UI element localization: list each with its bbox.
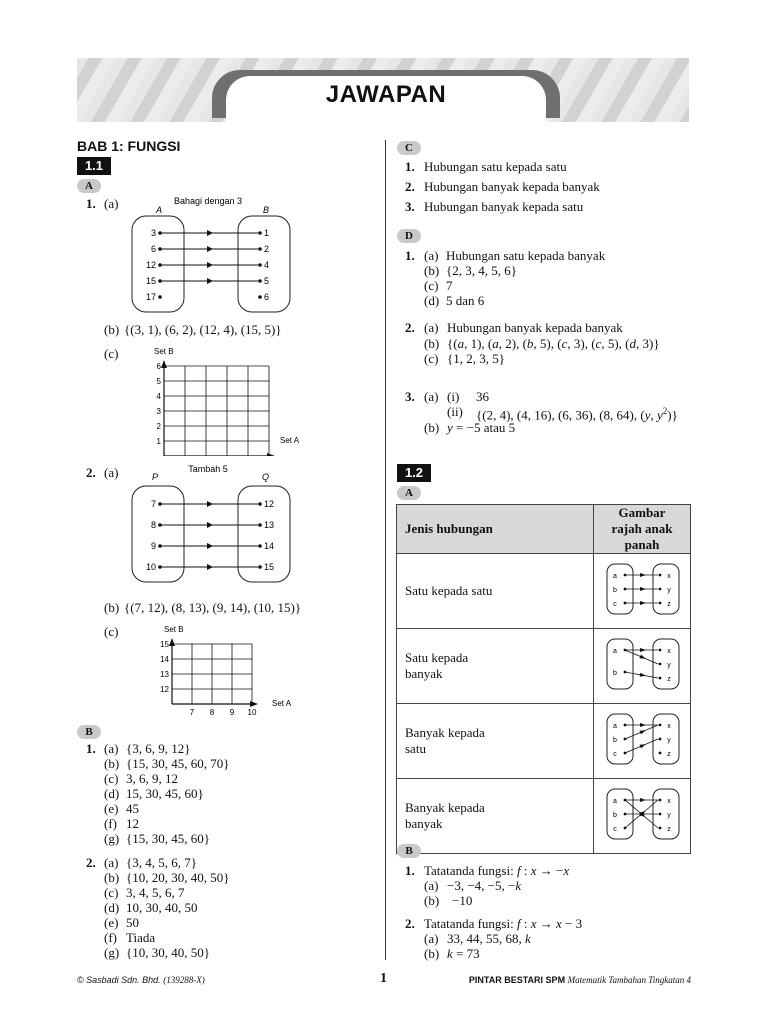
column-header: Gambar rajah anak panah	[594, 505, 691, 554]
arrow-head	[207, 278, 213, 284]
element-dot	[258, 502, 262, 506]
element-dot	[258, 247, 262, 251]
domain-element: b	[613, 587, 617, 594]
codomain-element: 12	[264, 499, 275, 509]
list-item-label: (e)	[104, 915, 119, 930]
relation-diagram	[597, 636, 687, 692]
list-item	[104, 885, 185, 900]
list-item	[104, 801, 139, 816]
arrow-head	[207, 543, 213, 549]
ordered-pairs: {(a, 1), (a, 2), (b, 5), (c, 3), (c, 5), (d, 3)}	[447, 336, 660, 351]
arrow-diagram-cell	[594, 779, 691, 854]
domain-element: 9	[150, 541, 156, 551]
axis-arrow	[161, 360, 167, 368]
answer-text: 36	[476, 389, 489, 404]
element-dot	[659, 649, 662, 652]
codomain-element: z	[667, 601, 671, 608]
codomain-oval	[653, 714, 679, 764]
arrow-head	[640, 723, 646, 727]
list-item	[104, 741, 190, 756]
list-item-label: (g)	[104, 945, 120, 960]
codomain-element: 4	[264, 260, 270, 270]
domain-element: b	[613, 812, 617, 819]
list-item-text: 3, 6, 9, 12	[126, 771, 178, 786]
element-dot	[258, 544, 262, 548]
grid-x-label: Set A	[272, 699, 292, 708]
arrow-diagram-cell	[594, 554, 691, 629]
footer-book-title: PINTAR BESTARI SPM Matematik Tambahan Tingkatan 4	[468, 975, 691, 985]
element-dot	[659, 574, 662, 577]
list-item-label: (a)	[424, 248, 439, 263]
part-label: (c)	[104, 346, 119, 361]
answer-text: k = 73	[447, 946, 480, 961]
element-dot	[659, 724, 662, 727]
codomain-oval	[653, 639, 679, 689]
codomain-element: z	[667, 826, 671, 833]
part-label: (b)	[424, 946, 440, 961]
list-item-label: (b)	[424, 263, 440, 278]
relation-diagram	[597, 561, 687, 617]
list-item-label: (d)	[104, 786, 120, 801]
list-item-text: 45	[126, 801, 139, 816]
arrow-head	[639, 744, 645, 748]
relation-name: Satu kepada satu	[397, 554, 594, 629]
codomain-element: 5	[264, 276, 270, 286]
element-dot	[659, 827, 662, 830]
list-item-label: (d)	[104, 900, 120, 915]
arrow-head	[640, 673, 646, 677]
list-item-label: (b)	[104, 756, 120, 771]
domain-element: c	[613, 826, 617, 833]
list-item	[104, 870, 229, 885]
list-item-text: Hubungan satu kepada banyak	[446, 248, 606, 263]
part-label: (a)	[104, 196, 119, 211]
list-item	[424, 248, 605, 263]
answer-text: −3, −4, −5, −k	[447, 878, 522, 893]
list-item-label: 2.	[405, 179, 415, 194]
set-label: B	[263, 205, 270, 215]
codomain-element: x	[667, 573, 671, 580]
codomain-element: y	[667, 812, 671, 819]
grid-tick-label: 6	[156, 362, 161, 371]
list-item-text: {10, 20, 30, 40, 50}	[126, 870, 230, 885]
relation-diagram	[597, 786, 687, 842]
diagram-title: Tambah 5	[188, 464, 228, 474]
arrow-diagram-cell	[594, 704, 691, 779]
codomain-element: 1	[264, 228, 270, 238]
list-item	[405, 199, 583, 214]
arrow-head	[207, 230, 213, 236]
list-item-label: (f)	[104, 816, 117, 831]
grid-tick-label: 12	[160, 685, 169, 694]
function-notation: Tatatanda fungsi: f : x → −x	[424, 863, 570, 878]
element-dot	[258, 263, 262, 267]
grid-x-label: Set A	[280, 436, 300, 445]
list-item-text: {10, 30, 40, 50}	[126, 945, 210, 960]
list-item-text: 50	[126, 915, 139, 930]
domain-element: 6	[150, 244, 156, 254]
list-item	[104, 945, 210, 960]
codomain-element: 15	[264, 562, 275, 572]
list-item-text: {15, 30, 45, 60, 70}	[126, 756, 230, 771]
arrow-head	[207, 246, 213, 252]
codomain-element: y	[667, 662, 671, 669]
domain-element: a	[613, 573, 617, 580]
codomain-element: x	[667, 798, 671, 805]
grid-tick-label: 3	[156, 407, 161, 416]
domain-element: 8	[150, 520, 156, 530]
list-item-label: (g)	[104, 831, 120, 846]
list-item	[104, 831, 210, 846]
codomain-element: 2	[264, 244, 270, 254]
arrow-head	[207, 522, 213, 528]
domain-element: 3	[150, 228, 156, 238]
arrow-head	[207, 501, 213, 507]
list-item-text: {3, 4, 5, 6, 7}	[126, 855, 197, 870]
relation-types-table	[396, 504, 691, 854]
question-number: 2.	[86, 465, 96, 480]
question-number: 1.	[86, 196, 96, 211]
question-number: 1.	[405, 248, 415, 263]
grid-tick-label: 7	[189, 708, 195, 717]
arrow-head	[640, 601, 646, 605]
part-label: (a)	[424, 878, 439, 893]
answer-text: y = −5 atau 5	[447, 420, 516, 435]
arrow-head	[640, 798, 646, 802]
part-label: (a)	[424, 320, 439, 335]
part-label: (a)	[424, 389, 439, 404]
grid-tick-label: 8	[209, 708, 215, 717]
grid-tick-label: 4	[156, 392, 161, 401]
list-item	[424, 263, 517, 278]
arrow-head	[207, 564, 213, 570]
list-item	[424, 278, 453, 293]
arrow-head	[640, 587, 646, 591]
list-item-text: 12	[126, 816, 139, 831]
part-label: (b)	[104, 322, 120, 337]
part-label: (ii)	[447, 404, 463, 419]
element-dot	[659, 738, 662, 741]
element-dot	[659, 602, 662, 605]
relation-name: Banyak kepada banyak	[397, 779, 594, 854]
domain-element: c	[613, 751, 617, 758]
set-label: P	[152, 472, 159, 482]
subsection-badge-b: B	[77, 725, 101, 739]
subsection-badge-d: D	[397, 229, 421, 243]
list-item	[104, 915, 139, 930]
domain-element: 12	[145, 260, 156, 270]
arrow-diagram-q1	[128, 192, 298, 316]
codomain-element: 13	[264, 520, 275, 530]
axis-arrow	[250, 701, 258, 707]
domain-oval	[607, 714, 633, 764]
codomain-element: 14	[264, 541, 275, 551]
list-item-text: Hubungan banyak kepada banyak	[424, 179, 600, 194]
codomain-element: z	[667, 751, 671, 758]
ordered-pairs: {(3, 1), (6, 2), (12, 4), (15, 5)}	[124, 322, 282, 337]
part-label: (c)	[104, 624, 119, 639]
element-dot	[258, 523, 262, 527]
list-item-text: 10, 30, 40, 50	[126, 900, 198, 915]
element-dot	[158, 295, 162, 299]
domain-oval	[607, 639, 633, 689]
answer-text: −10	[452, 893, 473, 908]
element-dot	[659, 813, 662, 816]
subsection-badge-a: A	[77, 179, 101, 193]
element-dot	[659, 677, 662, 680]
element-dot	[258, 231, 262, 235]
footer-copyright: © Sasbadi Sdn. Bhd. (139288-X)	[77, 975, 205, 985]
column-header: Jenis hubungan	[397, 505, 594, 554]
grid-diagram-q1	[140, 344, 310, 456]
list-item	[104, 930, 155, 945]
element-dot	[659, 752, 662, 755]
grid-tick-label: 9	[229, 708, 235, 717]
list-item-label: 1.	[405, 159, 415, 174]
list-item	[405, 159, 567, 174]
subsection-badge-a2: A	[397, 486, 421, 500]
question-number: 2.	[405, 320, 415, 335]
table-header-row	[397, 505, 691, 554]
relation-name: Satu kepada banyak	[397, 629, 594, 704]
list-item-label: (c)	[104, 885, 119, 900]
list-item-text: {2, 3, 4, 5, 6}	[446, 263, 517, 278]
domain-oval	[132, 486, 184, 582]
element-dot	[258, 295, 262, 299]
subsection-badge-c: C	[397, 141, 421, 155]
list-item	[104, 771, 178, 786]
list-item	[104, 816, 139, 831]
list-item	[104, 855, 197, 870]
codomain-element: z	[667, 676, 671, 683]
set-label: Q	[262, 472, 270, 482]
relation-name: Banyak kepada satu	[397, 704, 594, 779]
list-item-label: (d)	[424, 293, 440, 308]
part-label: (i)	[447, 389, 460, 404]
domain-element: a	[613, 723, 617, 730]
domain-element: b	[613, 737, 617, 744]
table-row	[397, 779, 691, 854]
ordered-pairs: {(7, 12), (8, 13), (9, 14), (10, 15)}	[124, 600, 302, 615]
grid-tick-label: 13	[160, 670, 169, 679]
list-item-label: (b)	[104, 870, 120, 885]
codomain-element: y	[667, 737, 671, 744]
codomain-element: x	[667, 723, 671, 730]
domain-oval	[132, 216, 184, 312]
grid-y-label: Set B	[154, 347, 174, 356]
domain-element: b	[613, 670, 617, 677]
table-row	[397, 704, 691, 779]
relation-diagram	[597, 711, 687, 767]
domain-element: a	[613, 648, 617, 655]
column-divider	[385, 140, 386, 960]
list-item-text: 3, 4, 5, 6, 7	[126, 885, 185, 900]
arrow-diagram-cell	[594, 629, 691, 704]
part-label: (b)	[424, 420, 440, 435]
arrow-diagram-q2	[128, 462, 298, 586]
list-item-text: 7	[446, 278, 453, 293]
grid-tick-label: 10	[247, 708, 257, 717]
domain-element: 7	[150, 499, 156, 509]
arrow-head	[640, 648, 646, 652]
list-item-text: Hubungan satu kepada satu	[424, 159, 567, 174]
set-label: A	[156, 205, 163, 215]
section-badge-1-1: 1.1	[77, 157, 111, 175]
list-item-text: Hubungan banyak kepada satu	[424, 199, 584, 214]
list-item-label: (c)	[424, 278, 439, 293]
list-item-label: (c)	[104, 771, 119, 786]
list-item-label: (e)	[104, 801, 119, 816]
axis-arrow	[169, 638, 175, 646]
grid-tick-label: 2	[156, 422, 161, 431]
list-item-text: 15, 30, 45, 60}	[126, 786, 204, 801]
question-number: 2.	[405, 916, 415, 931]
list-item-label: 3.	[405, 199, 415, 214]
part-label: (a)	[424, 931, 439, 946]
list-item-text: {3, 6, 9, 12}	[126, 741, 191, 756]
list-item	[104, 756, 229, 771]
list-item	[405, 179, 600, 194]
domain-element: 10	[145, 562, 156, 572]
codomain-element: y	[667, 587, 671, 594]
chapter-title: BAB 1: FUNGSI	[77, 138, 181, 154]
grid-diagram-q2	[150, 622, 310, 718]
diagram-title: Bahagi dengan 3	[173, 196, 243, 206]
grid-tick-label: 5	[156, 377, 161, 386]
part-label: (c)	[424, 351, 439, 366]
arrow-head	[639, 730, 645, 734]
list-item-text: 5 dan 6	[446, 293, 485, 308]
question-number: 1.	[405, 863, 415, 878]
subsection-badge-b2: B	[397, 844, 421, 858]
codomain-element: x	[667, 648, 671, 655]
arrow-head	[640, 573, 646, 577]
part-label: (b)	[424, 336, 440, 351]
table-row	[397, 629, 691, 704]
element-dot	[659, 663, 662, 666]
part-label: (a)	[104, 465, 119, 480]
part-label: (b)	[104, 600, 120, 615]
list-item-label: (a)	[104, 741, 119, 756]
list-item-text: {15, 30, 45, 60}	[126, 831, 210, 846]
list-item-label: (a)	[104, 855, 119, 870]
list-item	[104, 900, 198, 915]
function-notation: Tatatanda fungsi: f : x → x − 3	[424, 916, 583, 931]
element-dot	[659, 588, 662, 591]
domain-element: c	[613, 601, 617, 608]
arrow-head	[207, 262, 213, 268]
page-title: JAWAPAN	[325, 81, 447, 108]
codomain-element: 6	[264, 292, 270, 302]
list-item-text: Tiada	[126, 930, 156, 945]
grid-tick-label: 14	[160, 655, 169, 664]
question-number: 2.	[86, 855, 96, 870]
grid-tick-label: 15	[160, 640, 169, 649]
element-dot	[659, 799, 662, 802]
list-item-label: (f)	[104, 930, 117, 945]
answer-text: Hubungan banyak kepada banyak	[447, 320, 623, 335]
grid-y-label: Set B	[164, 625, 184, 634]
grid-tick-label: 1	[156, 437, 161, 446]
table-row	[397, 554, 691, 629]
part-label: (b)	[424, 893, 440, 908]
question-number: 1.	[86, 741, 96, 756]
section-badge-1-2: 1.2	[397, 464, 431, 482]
element-dot	[258, 279, 262, 283]
ordered-pairs: {(2, 4), (4, 16), (6, 36), (8, 64), (y, $y^2$)}	[476, 406, 678, 423]
domain-element: 17	[145, 292, 156, 302]
list-item	[424, 293, 484, 308]
answer-text: {1, 2, 3, 5}	[447, 351, 505, 366]
element-dot	[258, 565, 262, 569]
question-number: 3.	[405, 389, 415, 404]
page-number: 1	[380, 971, 387, 986]
answer-text: 33, 44, 55, 68, k	[447, 931, 531, 946]
arrow-head	[639, 655, 645, 659]
domain-element: a	[613, 798, 617, 805]
domain-element: 15	[145, 276, 156, 286]
axis-arrow	[267, 453, 275, 456]
list-item	[104, 786, 204, 801]
